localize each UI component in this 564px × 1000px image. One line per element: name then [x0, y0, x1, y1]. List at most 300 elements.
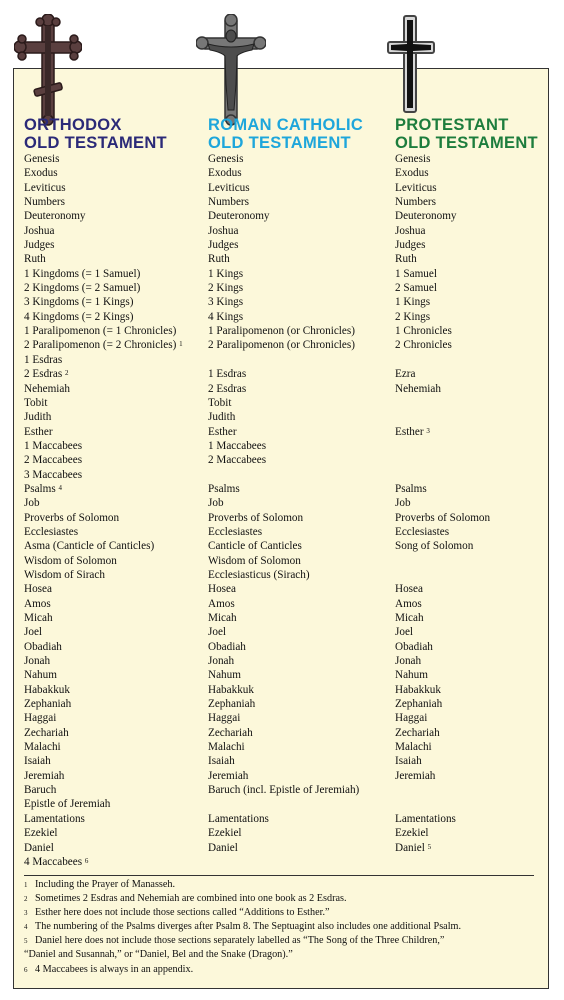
book-row	[208, 525, 398, 539]
book-name: Hosea	[208, 583, 236, 596]
book-name: 1 Maccabees	[208, 439, 267, 452]
orthodox-heading	[24, 116, 214, 152]
book-name: Haggai	[24, 712, 57, 725]
book-row	[24, 152, 214, 166]
book-row	[395, 353, 564, 367]
book-name: Zephaniah	[395, 698, 443, 711]
book-name: Nahum	[395, 669, 428, 682]
book-row	[395, 166, 564, 180]
book-row	[395, 396, 564, 410]
book-name: Ecclesiastes	[395, 525, 450, 538]
book-name: 1 Esdras	[24, 353, 63, 366]
book-row	[24, 496, 214, 510]
book-name: Proverbs of Solomon	[208, 511, 304, 524]
book-row	[395, 468, 564, 482]
heading-line-2: OLD TESTAMENT	[208, 134, 351, 152]
heading-line-1: ORTHODOX	[24, 116, 122, 134]
footnote-marker: 5	[427, 842, 432, 851]
book-row	[208, 711, 398, 725]
book-row	[208, 855, 398, 869]
book-row	[395, 654, 564, 668]
footnote-text: Sometimes 2 Esdras and Nehemiah are combined into one book as 2 Esdras.	[35, 893, 347, 905]
book-row	[395, 267, 564, 281]
book-row	[24, 367, 214, 381]
footnote-number: 4	[24, 923, 28, 932]
book-row	[208, 640, 398, 654]
book-row	[24, 582, 214, 596]
book-name: Daniel	[208, 841, 238, 854]
book-row	[24, 511, 214, 525]
footnote-text: 4 Maccabees is always in an appendix.	[35, 963, 194, 975]
book-name: Isaiah	[208, 755, 235, 768]
book-row	[24, 396, 214, 410]
book-row	[24, 209, 214, 223]
footnote-number: 1	[24, 881, 28, 889]
book-row	[395, 367, 564, 381]
book-row	[208, 654, 398, 668]
book-row	[208, 482, 398, 496]
book-name: Micah	[395, 612, 424, 624]
book-name: 2 Kings	[395, 310, 431, 323]
book-name: Micah	[208, 612, 237, 624]
book-row	[208, 754, 398, 768]
book-row	[24, 324, 214, 338]
book-name: Lamentations	[395, 812, 456, 825]
book-list	[395, 152, 564, 869]
book-name: Joshua	[395, 224, 426, 237]
book-row	[395, 539, 564, 553]
book-row	[208, 740, 398, 754]
book-row	[24, 439, 214, 453]
book-row	[208, 252, 398, 266]
book-name: Haggai	[395, 712, 428, 725]
book-name: Zechariah	[208, 726, 253, 739]
book-name: Jonah	[395, 655, 422, 668]
book-row	[24, 554, 214, 568]
footnote-number: 5	[24, 937, 28, 946]
book-name: Baruch	[24, 784, 57, 797]
book-name: Hosea	[24, 583, 52, 596]
book-name: Zechariah	[395, 726, 440, 739]
book-row	[24, 468, 214, 482]
book-name: Proverbs of Solomon	[24, 511, 120, 524]
book-name: 2 Maccabees	[208, 454, 267, 467]
book-name: Habakkuk	[208, 683, 254, 696]
book-row	[395, 382, 564, 396]
book-row	[208, 382, 398, 396]
book-name: Wisdom of Sirach	[24, 568, 105, 581]
heading-line-1: PROTESTANT	[395, 116, 509, 134]
book-row	[24, 252, 214, 266]
book-name: 4 Kingdoms (= 2 Kings)	[24, 310, 134, 323]
book-name: Exodus	[395, 167, 429, 180]
book-row	[208, 166, 398, 180]
book-name: Job	[208, 497, 224, 510]
book-name: Deuteronomy	[24, 210, 86, 223]
book-name: Jonah	[208, 655, 235, 668]
book-name: Judges	[24, 239, 55, 252]
book-name: Amos	[24, 597, 51, 610]
book-name: Malachi	[395, 741, 432, 754]
orthodox-cross-icon	[14, 14, 82, 126]
book-row	[24, 740, 214, 754]
book-row	[395, 797, 564, 811]
book-row	[208, 224, 398, 238]
book-name: Ruth	[208, 253, 230, 266]
book-row	[24, 482, 214, 496]
book-name: 2 Kings	[208, 282, 244, 295]
book-row	[24, 568, 214, 582]
book-row	[24, 654, 214, 668]
crucifix-icon	[196, 14, 266, 126]
book-name: 3 Kingdoms (= 1 Kings)	[24, 296, 134, 309]
book-name: Joshua	[208, 224, 239, 237]
book-row	[208, 668, 398, 682]
book-name: Jeremiah	[24, 769, 65, 782]
book-name: Tobit	[208, 396, 232, 409]
book-row	[208, 238, 398, 252]
book-row	[395, 568, 564, 582]
book-list	[208, 152, 398, 869]
book-row	[24, 382, 214, 396]
book-name: Malachi	[24, 741, 61, 754]
book-row	[208, 597, 398, 611]
book-row	[24, 410, 214, 424]
heading-line-2: OLD TESTAMENT	[24, 134, 167, 152]
book-row	[395, 181, 564, 195]
book-name: 1 Kings	[208, 267, 244, 280]
book-name: Psalms	[24, 482, 56, 495]
book-name: Jeremiah	[395, 769, 436, 782]
book-name: Amos	[208, 597, 235, 610]
book-row	[24, 166, 214, 180]
book-name: Leviticus	[208, 181, 250, 194]
book-row	[395, 812, 564, 826]
book-name: Joshua	[24, 224, 55, 237]
book-row	[24, 826, 214, 840]
book-row	[395, 554, 564, 568]
footnote-marker: 6	[84, 856, 89, 865]
footnote-text: Esther here does not include those sections called “Additions to Esther.”	[35, 907, 330, 919]
protestant-cross-icon	[386, 14, 436, 114]
book-name: 2 Esdras	[24, 368, 63, 381]
book-name: Malachi	[208, 741, 245, 754]
book-row	[395, 338, 564, 352]
book-name: Esther	[24, 425, 53, 438]
book-row	[24, 640, 214, 654]
book-row	[208, 338, 398, 352]
catholic-column	[208, 116, 398, 869]
book-name: Tobit	[24, 396, 48, 409]
book-name: Zephaniah	[24, 698, 72, 711]
book-name: Isaiah	[24, 755, 51, 768]
book-name: Ezekiel	[395, 827, 429, 840]
book-name: Exodus	[208, 167, 242, 180]
book-name: Job	[24, 497, 40, 510]
book-row	[395, 281, 564, 295]
footnote-marker: 1	[179, 340, 183, 349]
book-row	[208, 152, 398, 166]
book-name: 2 Esdras	[208, 382, 247, 395]
footnote-marker: 2	[65, 369, 69, 378]
book-name: 1 Esdras	[208, 368, 247, 381]
book-row	[24, 797, 214, 811]
footnote	[24, 906, 544, 920]
book-row	[24, 769, 214, 783]
book-name: Joel	[395, 626, 414, 639]
book-name: 4 Kings	[208, 310, 244, 323]
book-name: 1 Kings	[395, 296, 431, 309]
book-row	[395, 439, 564, 453]
book-name: Leviticus	[395, 181, 437, 194]
book-row	[395, 209, 564, 223]
book-name: 1 Paralipomenon (or Chronicles)	[208, 325, 355, 338]
book-name: Isaiah	[395, 755, 422, 768]
book-row	[208, 554, 398, 568]
book-name: 2 Kingdoms (= 2 Samuel)	[24, 282, 141, 295]
book-name: Jonah	[24, 655, 51, 668]
book-name: Numbers	[208, 196, 250, 209]
book-row	[24, 453, 214, 467]
book-name: 2 Chronicles	[395, 339, 452, 352]
book-name: Ruth	[24, 253, 46, 266]
book-name: 1 Paralipomenon (= 1 Chronicles)	[24, 325, 177, 338]
book-name: Genesis	[24, 153, 60, 165]
book-row	[208, 783, 398, 797]
book-name: Song of Solomon	[395, 540, 474, 553]
book-row	[24, 224, 214, 238]
book-row	[395, 754, 564, 768]
book-row	[395, 740, 564, 754]
book-name: 1 Maccabees	[24, 439, 83, 452]
book-row	[395, 841, 564, 855]
book-row	[24, 195, 214, 209]
book-row	[24, 353, 214, 367]
footnote-divider	[24, 875, 534, 876]
book-name: Ruth	[395, 253, 417, 266]
book-row	[24, 697, 214, 711]
book-name: Nehemiah	[395, 382, 441, 395]
footnote	[24, 948, 544, 962]
book-row	[395, 855, 564, 869]
book-row	[24, 338, 214, 352]
book-row	[208, 267, 398, 281]
book-name: Ezekiel	[208, 827, 242, 840]
heading-line-1: ROMAN CATHOLIC	[208, 116, 364, 134]
book-row	[395, 769, 564, 783]
book-row	[208, 295, 398, 309]
footnote	[24, 963, 544, 977]
book-name: Micah	[24, 612, 53, 624]
book-row	[208, 582, 398, 596]
footnote	[24, 892, 544, 906]
footnote	[24, 878, 544, 892]
book-name: Judith	[208, 411, 236, 424]
book-name: Leviticus	[24, 181, 66, 194]
book-name: Ecclesiastes	[24, 525, 79, 538]
book-row	[208, 539, 398, 553]
book-row	[395, 224, 564, 238]
book-name: Amos	[395, 597, 422, 610]
footnote-marker: 4	[58, 483, 63, 492]
book-row	[395, 711, 564, 725]
book-name: 2 Maccabees	[24, 454, 83, 467]
book-row	[24, 181, 214, 195]
book-name: Lamentations	[24, 812, 85, 825]
protestant-heading	[395, 116, 564, 152]
footnote-text: The numbering of the Psalms diverges after Psalm 8. The Septuagint also includes one additional Psalm.	[35, 921, 462, 933]
book-name: Daniel	[395, 841, 425, 854]
book-name: Joel	[24, 626, 43, 639]
book-row	[395, 453, 564, 467]
book-list	[24, 152, 214, 869]
footnote-text: Daniel here does not include those sections separately labelled as “The Song of the Three Children,”	[35, 935, 445, 947]
book-row	[395, 668, 564, 682]
book-name: 2 Paralipomenon (= 2 Chronicles)	[24, 339, 177, 352]
book-row	[208, 826, 398, 840]
book-row	[208, 310, 398, 324]
book-row	[208, 181, 398, 195]
book-name: 2 Samuel	[395, 282, 437, 295]
book-row	[395, 295, 564, 309]
book-name: Nehemiah	[24, 382, 70, 395]
book-row	[24, 625, 214, 639]
book-row	[395, 726, 564, 740]
book-row	[395, 683, 564, 697]
book-row	[24, 539, 214, 553]
book-row	[24, 841, 214, 855]
book-row	[208, 468, 398, 482]
book-row	[24, 754, 214, 768]
book-row	[208, 425, 398, 439]
orthodox-column	[24, 116, 214, 869]
book-row	[395, 697, 564, 711]
book-name: Jeremiah	[208, 769, 249, 782]
book-name: Ezra	[395, 368, 416, 381]
book-name: Esther	[208, 425, 237, 438]
book-row	[24, 711, 214, 725]
catholic-heading	[208, 116, 398, 152]
book-name: Obadiah	[208, 640, 246, 653]
book-row	[24, 812, 214, 826]
book-name: Deuteronomy	[395, 210, 457, 223]
book-row	[395, 640, 564, 654]
book-name: Proverbs of Solomon	[395, 511, 491, 524]
book-row	[395, 152, 564, 166]
book-name: Lamentations	[208, 812, 269, 825]
book-row	[395, 511, 564, 525]
footnote-number: 6	[24, 965, 28, 974]
footnote	[24, 920, 544, 934]
book-name: Wisdom of Solomon	[24, 554, 117, 567]
book-name: Joel	[208, 626, 227, 639]
heading-line-2: OLD TESTAMENT	[395, 134, 538, 152]
book-row	[395, 324, 564, 338]
book-name: Job	[395, 497, 411, 510]
book-row	[208, 683, 398, 697]
book-name: Zechariah	[24, 726, 69, 739]
book-row	[24, 783, 214, 797]
book-name: 1 Chronicles	[395, 325, 452, 338]
book-row	[395, 826, 564, 840]
book-name: Genesis	[395, 153, 431, 165]
book-row	[24, 267, 214, 281]
book-name: 3 Kings	[208, 296, 244, 309]
book-row	[208, 209, 398, 223]
book-row	[24, 668, 214, 682]
footnote-number: 2	[24, 895, 28, 904]
book-row	[395, 525, 564, 539]
book-name: Judith	[24, 411, 52, 424]
book-row	[208, 812, 398, 826]
book-row	[208, 841, 398, 855]
book-name: 1 Samuel	[395, 267, 437, 280]
book-row	[24, 425, 214, 439]
book-row	[208, 439, 398, 453]
book-row	[208, 396, 398, 410]
footnote-number: 3	[24, 909, 28, 918]
book-row	[208, 410, 398, 424]
book-row	[208, 195, 398, 209]
footnotes	[24, 878, 544, 977]
book-name: Zephaniah	[208, 698, 256, 711]
book-name: 1 Kingdoms (= 1 Samuel)	[24, 267, 141, 280]
book-name: Habakkuk	[24, 683, 70, 696]
book-row	[395, 611, 564, 625]
book-name: Psalms	[395, 482, 427, 495]
book-name: Epistle of Jeremiah	[24, 798, 111, 811]
book-name: Ecclesiasticus (Sirach)	[208, 568, 310, 581]
book-name: Haggai	[208, 712, 241, 725]
book-row	[395, 597, 564, 611]
book-row	[208, 625, 398, 639]
book-row	[208, 511, 398, 525]
book-name: Ezekiel	[24, 827, 58, 840]
book-row	[395, 482, 564, 496]
book-row	[395, 783, 564, 797]
book-name: Exodus	[24, 167, 58, 180]
book-row	[24, 281, 214, 295]
book-name: Esther	[395, 425, 424, 438]
book-row	[24, 238, 214, 252]
book-name: Genesis	[208, 153, 244, 165]
book-name: Canticle of Canticles	[208, 540, 302, 553]
book-row	[395, 425, 564, 439]
book-row	[208, 367, 398, 381]
book-row	[24, 597, 214, 611]
book-row	[395, 625, 564, 639]
book-name: Deuteronomy	[208, 210, 270, 223]
book-row	[24, 683, 214, 697]
book-name: Asma (Canticle of Canticles)	[24, 540, 155, 553]
book-row	[395, 310, 564, 324]
book-name: Baruch (incl. Epistle of Jeremiah)	[208, 784, 360, 797]
book-name: Obadiah	[395, 640, 433, 653]
book-row	[208, 797, 398, 811]
book-row	[208, 568, 398, 582]
book-name: Psalms	[208, 482, 240, 495]
book-name: Judges	[395, 239, 426, 252]
book-name: Judges	[208, 239, 239, 252]
book-row	[24, 726, 214, 740]
book-row	[208, 726, 398, 740]
book-row	[208, 281, 398, 295]
book-row	[208, 697, 398, 711]
book-row	[208, 611, 398, 625]
book-name: 3 Maccabees	[24, 468, 83, 481]
book-row	[208, 324, 398, 338]
book-row	[24, 611, 214, 625]
